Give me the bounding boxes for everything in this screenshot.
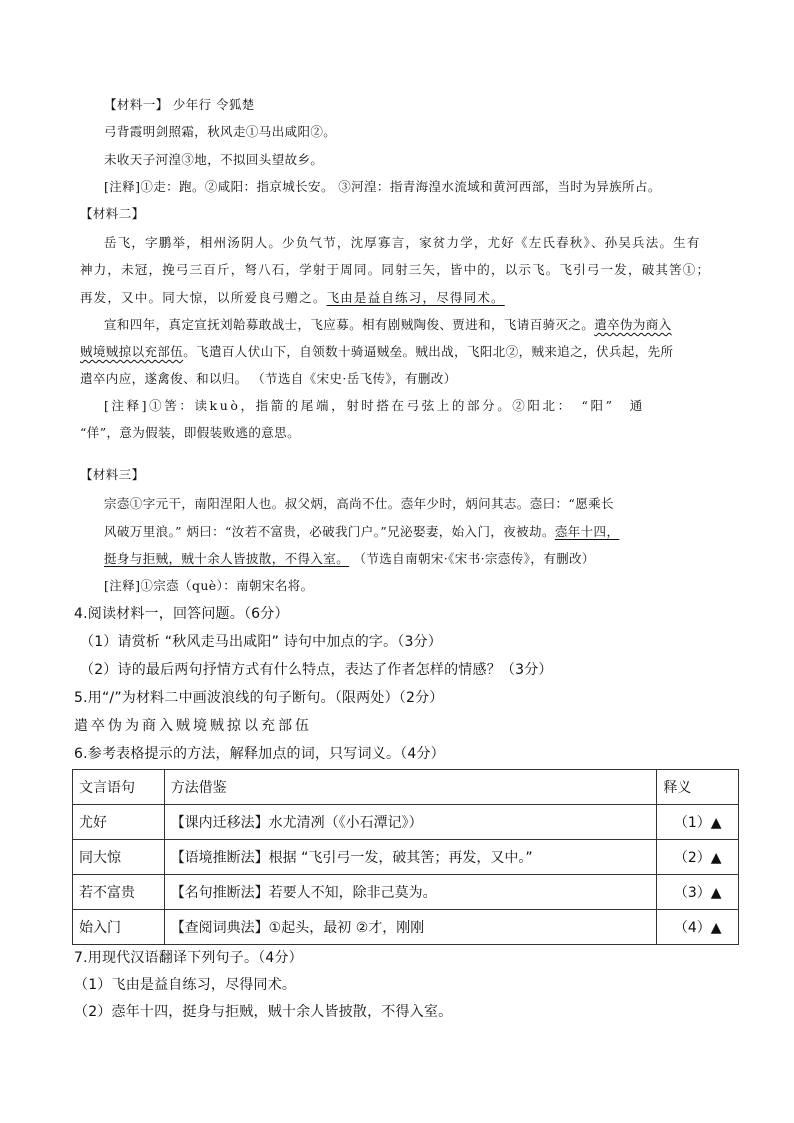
material2-text: 宣和四年，真定宣抚刘韐募敢战士，飞应募。相有剧贼陶俊、贾进和，飞请百骑灭之。 xyxy=(104,317,595,332)
material1-heading: 【材料一】 少年行 令狐楚 xyxy=(104,97,255,112)
material3-text-line xyxy=(104,550,595,568)
table-cell-answer: （1）▲ xyxy=(657,805,739,840)
table-cell-method: 【查阅词典法】①起头，最初 ②才，刚刚 xyxy=(164,910,657,945)
material2-text: 。飞遣百人伏山下，自领数十骑逼贼垒。贼出战，飞阳北②，贼来追之，伏兵起，先所 xyxy=(183,344,674,359)
table-cell-answer: （2）▲ xyxy=(657,840,739,875)
table-cell-phrase: 同大惊 xyxy=(73,840,165,875)
table-header: 文言语句 xyxy=(73,770,165,805)
table-row xyxy=(73,910,739,945)
question-6: 6.参考表格提示的方法，解释加点的词，只写词义。（4分） xyxy=(74,746,445,762)
material2-text-line xyxy=(104,316,672,334)
table-cell-method: 【课内迁移法】水尤清冽（《小石潭记》） xyxy=(164,805,657,840)
underlined-sentence: 悫年十四， xyxy=(554,524,620,539)
wavy-sentence: 贼境贼掠以充部伍 xyxy=(80,344,184,359)
material2-text-line: 岳飞，字鹏举，相州汤阴人。少负气节，沈厚寡言，家贫力学，尤好《左氏春秋》、孙吴兵法。生有 xyxy=(104,235,701,250)
material2-text-line: 遣卒内应，遂禽俊、和以归。 （节选自《宋史·岳飞传》，有删改） xyxy=(80,371,457,386)
table-header-row xyxy=(73,770,739,805)
material2-heading: 【材料二】 xyxy=(80,206,145,221)
material3-text-line xyxy=(104,523,619,541)
material3-text: 风破万里浪。” 炳曰：“汝若不富贵，必破我门户。”兄泌娶妻，始入门，夜被劫。 xyxy=(104,524,555,539)
underlined-sentence: 挺身与拒贼，贼十余人皆披散，不得入室。 xyxy=(104,551,350,566)
material2-text: 再发，又中。同大惊，以所爱良弓赠之。 xyxy=(80,290,327,305)
poem-line-2: 未收天子河湟③地，不拟回头望故乡。 xyxy=(104,152,324,167)
material3-heading: 【材料三】 xyxy=(80,467,145,482)
wavy-sentence: 遣卒伪为商入 xyxy=(594,317,672,332)
question-5-sentence: 遣卒伪为商入贼境贼掠以充部伍 xyxy=(74,718,312,734)
question-7-2: （2）悫年十四，挺身与拒贼，贼十余人皆披散，不得入室。 xyxy=(74,1004,453,1020)
table-cell-phrase: 尤好 xyxy=(73,805,165,840)
question-7: 7.用现代汉语翻译下列句子。（4分） xyxy=(74,950,303,966)
table-cell-phrase: 若不富贵 xyxy=(73,875,165,910)
material3-text-line: 宗悫①字元干，南阳涅阳人也。叔父炳，高尚不仕。悫年少时，炳问其志。悫曰：“愿乘长 xyxy=(104,496,614,511)
question-5: 5.用“/”为材料二中画波浪线的句子断句。（限两处）（2分） xyxy=(74,690,444,706)
question-4-1: （1）请赏析 “秋风走马出咸阳” 诗句中加点的字。（3分） xyxy=(80,634,443,650)
table-cell-answer: （4）▲ xyxy=(657,910,739,945)
table-header: 释义 xyxy=(657,770,739,805)
method-table xyxy=(72,769,739,945)
table-row xyxy=(73,805,739,840)
material2-text-line xyxy=(80,343,673,361)
material3-note: [注释]①宗悫（què）：南朝宋名将。 xyxy=(104,578,314,593)
table-row xyxy=(73,875,739,910)
material1-note: [注释]①走：跑。②咸阳：指京城长安。 ③河湟：指青海湟水流域和黄河西部，当时为异族所占。 xyxy=(104,179,661,194)
table-cell-answer: （3）▲ xyxy=(657,875,739,910)
table-cell-method: 【语境推断法】根据 “飞引弓一发，破其筈；再发，又中。” xyxy=(164,840,657,875)
table-row xyxy=(73,840,739,875)
table-header: 方法借鉴 xyxy=(164,770,657,805)
material2-text-line xyxy=(80,289,505,307)
poem-line-1: 弓背霞明剑照霜，秋风走①马出咸阳②。 xyxy=(104,124,337,139)
question-7-1: （1）飞由是益自练习，尽得同术。 xyxy=(74,977,297,993)
table-cell-method: 【名句推断法】若要人不知，除非己莫为。 xyxy=(164,875,657,910)
material2-text-line: 神力，未冠，挽弓三百斤，弩八石，学射于周同。同射三矢，皆中的，以示飞。飞引弓一发，破其筈①； xyxy=(80,262,711,277)
material2-note: [注释]①筈：读kuò，指箭的尾端，射时搭在弓弦上的部分。②阳北： “阳” 通 xyxy=(104,398,645,413)
material2-note: “佯”，意为假装，即假装败逃的意思。 xyxy=(80,425,300,440)
underlined-sentence: 飞由是益自练习，尽得同术。 xyxy=(326,290,505,305)
question-4: 4.阅读材料一，回答问题。（6分） xyxy=(74,606,289,622)
question-4-2: （2）诗的最后两句抒情方式有什么特点，表达了作者怎样的情感？（3分） xyxy=(80,662,553,678)
material3-source: （节选自南朝宋·《宋书·宗悫传》，有删改） xyxy=(349,551,595,566)
table-cell-phrase: 始入门 xyxy=(73,910,165,945)
